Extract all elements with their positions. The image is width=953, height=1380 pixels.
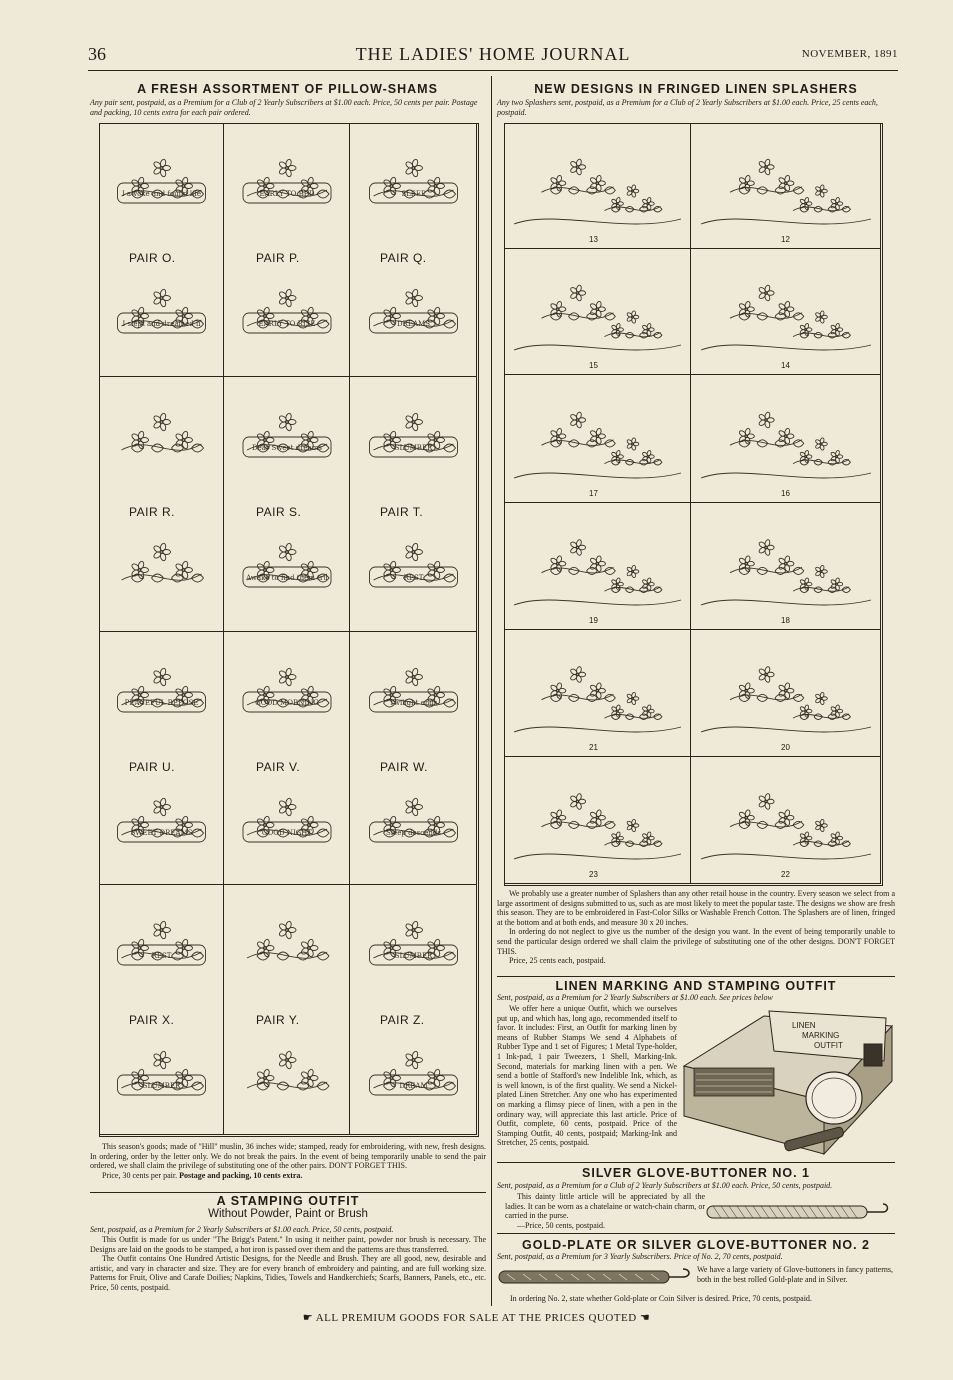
pair-label: PAIR Q.: [380, 251, 427, 265]
stamping-rule: [90, 1192, 486, 1193]
stamping-outfit-body: [90, 1235, 486, 1293]
stamping-outfit-p2: The Outfit contains One Hundred Artistic Designs, for the Needle and Brush. They are all good, new, desirable and artistic, and vary in character and size. They are for every branch of embroidery and painting, and are full working size. Patterns for Fruit, Olive and Carafe Doilies; Napkins, Tidies, Towels and Handkerchiefs; Scarfs, Banners, Panels, etc., etc. Price, 50 cents, postpaid.: [90, 1254, 486, 1292]
splasher-embroidery: [504, 249, 691, 375]
splasher-embroidery: [504, 757, 691, 884]
design-number: 19: [589, 616, 598, 625]
linen-marking-body: We offer here a unique Outfit, which we ourselves put up, and which has, long ago, recommended itself to favor. It includes: First, an Outfit for marking linen by means of Rubber Stamps We send 4 Alphabets of Rubber Type and 1 set of Figures; 1 Metal Type-holder, 1 Ink-pad, 1 pair Tweezers, 1 Shell, Marking-Ink. Second, materials for marking linen with a pen. We send a bottle of Stafford's new Indelible Ink, which, as is well known, is of the first quality. We send a Nickel-plated Linen Stretcher. Any one who has experimented on marking a flimsy piece of linen, with a pen in the ordinary way, will appreciate this last article. Price of Outfit, complete, 60 cents, postpaid. Price of the Stamping Outfit, 40 cents, postpaid; Marking-Ink and Stretcher, 25 cents, postpaid.: [497, 1004, 677, 1148]
splasher-embroidery: [504, 123, 691, 249]
pair-label: PAIR W.: [380, 760, 428, 774]
splasher-design: [691, 503, 881, 630]
svg-text:REST: REST: [403, 574, 424, 582]
silver-buttoner-body: [505, 1192, 705, 1230]
box-label-line1: LINEN: [792, 1021, 816, 1030]
design-number: 13: [589, 235, 598, 244]
svg-text:SWEET DREAMS: SWEET DREAMS: [130, 829, 193, 837]
svg-text:GOOD MORNING: GOOD MORNING: [255, 699, 319, 707]
splasher-design: [504, 123, 691, 249]
svg-text:Dear Sweet dreams: Dear Sweet dreams: [252, 444, 322, 452]
svg-text:DREAMS: DREAMS: [396, 320, 431, 328]
design-number: 12: [781, 235, 790, 244]
pillow-sham-embroidery: [224, 885, 350, 1135]
splasher-embroidery: [691, 503, 881, 630]
stamping-outfit-note: Sent, postpaid, as a Premium for 2 Yearly Subscribers at $1.00 each. Price, 50 cents, postpaid.: [90, 1225, 394, 1234]
design-number: 21: [589, 743, 598, 752]
splasher-design: [504, 630, 691, 757]
splasher-design: [504, 757, 691, 884]
splasher-design: [691, 375, 881, 503]
svg-text:EARLY TO BED: EARLY TO BED: [259, 190, 315, 198]
svg-text:I awoke and found life: I awoke and found life: [121, 190, 202, 198]
splasher-embroidery: [691, 630, 881, 757]
svg-text:PEACEFUL REPOSE: PEACEFUL REPOSE: [124, 699, 199, 707]
svg-text:Awake to find them tru: Awake to find them tru: [246, 574, 328, 582]
issue-date: NOVEMBER, 1891: [801, 48, 898, 60]
stamping-outfit-title: A STAMPING OUTFIT: [216, 1194, 360, 1208]
svg-text:SLUMBER: SLUMBER: [142, 1082, 181, 1090]
footer-text: ALL PREMIUM GOODS FOR SALE AT THE PRICES QUOTED: [315, 1312, 637, 1324]
stamping-outfit-p1: This Outfit is made for us under "The Brigg's Patent." In using it neither paint, powder nor brush is necessary. The Designs are laid on the goods to be stamped, a hot iron is passed over them and the patterns are thus transferred.: [90, 1235, 486, 1254]
pillow-shams-postage: Postage and packing, 10 cents extra.: [179, 1170, 303, 1180]
pair-label: PAIR S.: [256, 505, 302, 519]
splasher-embroidery: [504, 630, 691, 757]
pillow-sham-pair: [99, 123, 224, 377]
pair-label: PAIR V.: [256, 760, 301, 774]
svg-text:SLEEP: SLEEP: [401, 190, 426, 198]
svg-text:REST: REST: [151, 952, 172, 960]
pillow-sham-pair: [350, 123, 477, 377]
gold-glove-buttoner-image: [495, 1266, 695, 1288]
pair-label: PAIR R.: [129, 505, 175, 519]
pillow-shams-price-line: [90, 1171, 486, 1181]
silver-buttoner-note: Sent, postpaid, as a Premium for a Club of 2 Yearly Subscribers at $1.00 each. Price, 50 cents, postpaid.: [497, 1181, 833, 1190]
silver-buttoner-title: SILVER GLOVE-BUTTONER NO. 1: [582, 1166, 810, 1180]
splasher-design: [691, 630, 881, 757]
pillow-shams-title: A FRESH ASSORTMENT OF PILLOW-SHAMS: [137, 82, 438, 96]
silver-buttoner-price: —Price, 50 cents, postpaid.: [517, 1220, 605, 1230]
pointing-hand-right-icon: ☚: [636, 1312, 651, 1324]
pair-label: PAIR X.: [129, 1013, 175, 1027]
silver-buttoner-text: This dainty little article will be appreciated by all the ladies. It can be worn as a chatelaine or watch-chain charm, or carried in the purse.: [505, 1192, 705, 1221]
design-number: 20: [781, 743, 790, 752]
journal-title: THE LADIES' HOME JOURNAL: [355, 44, 631, 64]
design-number: 18: [781, 616, 790, 625]
design-number: 16: [781, 489, 790, 498]
pointing-hand-left-icon: ☛: [302, 1312, 316, 1324]
pillow-sham-embroidery: [350, 632, 477, 885]
splashers-p2: In ordering do not neglect to give us the number of the design you want. In the event of being temporarily unable to send the particular design ordered we shall claim the privilege of substituting one of the other designs. DON'T FORGET THIS.: [497, 927, 895, 956]
svg-text:DREAM: DREAM: [399, 1082, 428, 1090]
design-number: 22: [781, 870, 790, 879]
splasher-design: [504, 503, 691, 630]
design-number: 17: [589, 489, 598, 498]
pair-label: PAIR Z.: [380, 1013, 425, 1027]
gold-buttoner-title: GOLD-PLATE OR SILVER GLOVE-BUTTONER NO. 2: [522, 1238, 870, 1252]
pillow-shams-description-text: This season's goods; made of "Hill" muslin, 36 inches wide; stamped, ready for embroidering, with new, fresh designs. In ordering, order by the letter only. We do not break the pairs. In the event of being temporarily unable to send the pair ordered, we shall claim the privilege of substituting one of the other pairs. DON'T FORGET THIS.: [90, 1142, 486, 1171]
pillow-sham-pair: [99, 885, 224, 1135]
splashers-description: [497, 889, 895, 966]
pillow-sham-pair: [350, 632, 477, 885]
pillow-sham-pair: [224, 885, 350, 1135]
pillow-sham-embroidery: [224, 123, 350, 377]
box-label-line2: MARKING: [802, 1031, 840, 1040]
pillow-sham-pair: [224, 632, 350, 885]
pair-label: PAIR Y.: [256, 1013, 300, 1027]
header-rule: [88, 70, 898, 71]
splasher-embroidery: [691, 375, 881, 503]
splasher-design: [504, 375, 691, 503]
pillow-sham-embroidery: [224, 632, 350, 885]
splashers-price: Price, 25 cents each, postpaid.: [509, 956, 606, 966]
pillow-shams-price: Price, 30 cents per pair.: [102, 1170, 178, 1180]
stamping-outfit-subtitle: Without Powder, Paint or Brush: [208, 1208, 368, 1220]
splasher-embroidery: [691, 757, 881, 884]
column-divider: [491, 76, 492, 1306]
splasher-design: [691, 123, 881, 249]
page-footer: [0, 1311, 953, 1324]
page-number: 36: [88, 44, 106, 64]
pair-label: PAIR P.: [256, 251, 300, 265]
linen-marking-rule: [497, 976, 895, 977]
pillow-sham-pair: [99, 377, 224, 632]
splasher-embroidery: [504, 503, 691, 630]
pillow-shams-note: Any pair sent, postpaid, as a Premium for a Club of 2 Yearly Subscribers at $1.00 each. Price, 50 cents per pair. Postage and packing, 10 cents extra for each pair ordered.: [90, 98, 478, 117]
pillow-sham-pair: [350, 377, 477, 632]
gold-buttoner-body: We have a large variety of Glove-buttoners in fancy patterns, both in the best rolled Gold-plate and in Silver.: [697, 1265, 893, 1284]
svg-text:Sleep descends: Sleep descends: [386, 829, 441, 837]
splashers-title: NEW DESIGNS IN FRINGED LINEN SPLASHERS: [534, 82, 858, 96]
pillow-sham-pair: [224, 377, 350, 632]
marking-outfit-illustration: [674, 1006, 894, 1156]
linen-marking-note: Sent, postpaid, as a Premium for 2 Yearly Subscribers at $1.00 each. See prices below: [497, 993, 773, 1002]
gold-buttoner-rule: [497, 1233, 895, 1234]
splasher-design: [504, 249, 691, 375]
pillow-sham-pair: [350, 885, 477, 1135]
silver-glove-buttoner-image: [703, 1200, 893, 1224]
pillow-sham-pair: [224, 123, 350, 377]
design-number: 15: [589, 361, 598, 370]
pair-label: PAIR T.: [380, 505, 424, 519]
splasher-embroidery: [691, 123, 881, 249]
pillow-sham-embroidery: [99, 885, 224, 1135]
splasher-embroidery: [691, 249, 881, 375]
pillow-sham-pair: [99, 632, 224, 885]
pair-label: PAIR U.: [129, 760, 175, 774]
pillow-sham-embroidery: [99, 123, 224, 377]
box-label-line3: OUTFIT: [814, 1041, 843, 1050]
svg-text:EARLY TO RISE: EARLY TO RISE: [258, 320, 316, 328]
svg-text:I slept and dreamed li: I slept and dreamed li: [122, 320, 201, 328]
design-number: 23: [589, 870, 598, 879]
pillow-sham-embroidery: [99, 632, 224, 885]
splashers-p1: We probably use a greater number of Splashers than any other retail house in the country. Every season we select from a large assortment of designs submitted to us, such as are most likely to meet the popular taste. The designs we show are fresh this season. They are to be embroidered in Fast-Color Silks or Washable French Cotton. The Splashers are of linen, fringed at the bottom and at both ends, and measure 30 x 20 inches.: [497, 889, 895, 927]
splasher-embroidery: [504, 375, 691, 503]
gold-buttoner-order: In ordering No. 2, state whether Gold-plate or Coin Silver is desired. Price, 70 cents, postpaid.: [510, 1294, 812, 1303]
gold-buttoner-note: Sent, postpaid, as a Premium for 3 Yearly Subscribers. Price of No. 2, 70 cents, postpaid.: [497, 1252, 783, 1261]
pair-label: PAIR O.: [129, 251, 176, 265]
pillow-shams-description: [90, 1142, 486, 1180]
svg-text:SLUMBER: SLUMBER: [394, 444, 433, 452]
svg-text:GOOD NIGHT: GOOD NIGHT: [261, 829, 313, 837]
splashers-note: Any two Splashers sent, postpaid, as a Premium for a Club of 2 Yearly Subscribers at $1.00 each. Price, 25 cents each, postpaid.: [497, 98, 878, 117]
svg-text:Twilight ends: Twilight ends: [389, 699, 438, 707]
design-number: 14: [781, 361, 790, 370]
splasher-design: [691, 757, 881, 884]
pillow-sham-embroidery: [350, 123, 477, 377]
page-header: [88, 44, 898, 70]
linen-marking-title: LINEN MARKING AND STAMPING OUTFIT: [555, 979, 837, 993]
silver-buttoner-rule: [497, 1162, 895, 1163]
svg-text:SLUMBER: SLUMBER: [394, 952, 433, 960]
splasher-design: [691, 249, 881, 375]
pillow-sham-embroidery: [350, 885, 477, 1135]
